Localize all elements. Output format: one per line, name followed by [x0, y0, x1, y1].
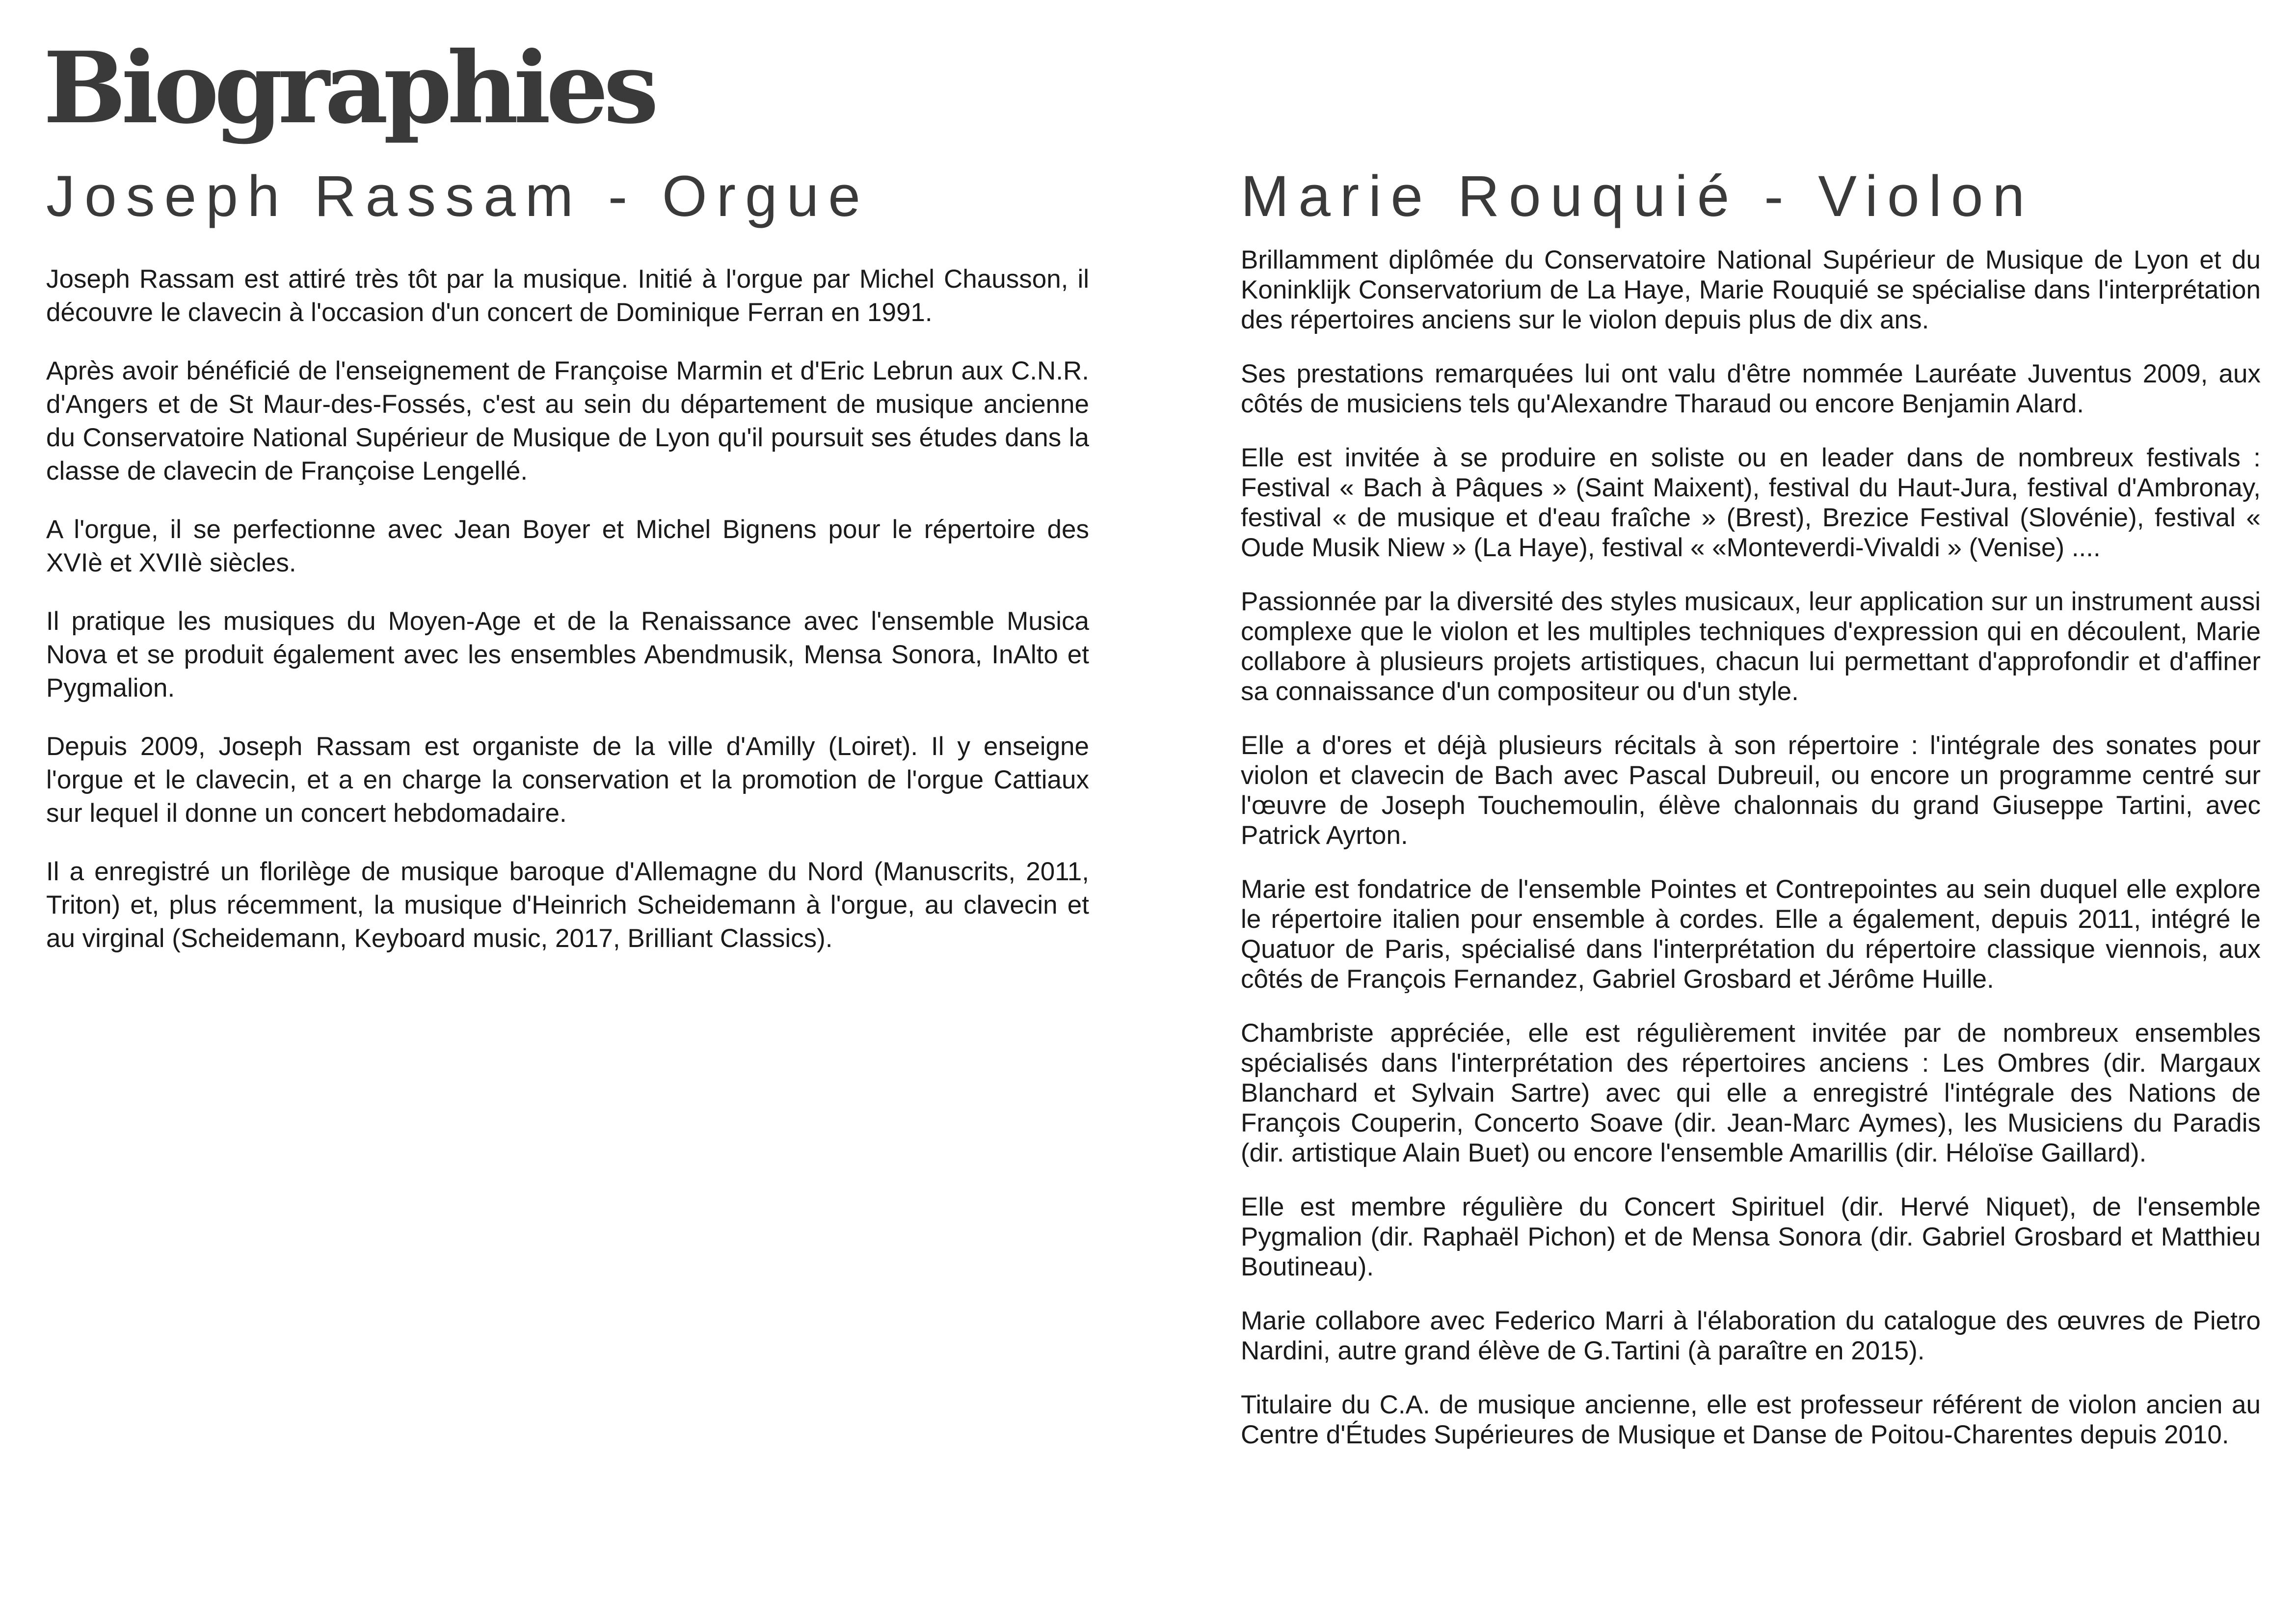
bio-paragraph: Passionnée par la diversité des styles musicaux, leur application sur un instrument aussi complexe que le violon et les multiples techniques d'expression qui en découlent, Marie collabore à plusieurs projets artistiques, chacun lui permettant d'approfondir et d'affiner sa connaissance d'un compositeur ou d'un style. [1241, 587, 2261, 706]
bio-paragraph: Chambriste appréciée, elle est régulièrement invitée par de nombreux ensembles spécialisés dans l'interprétation des répertoires anciens : Les Ombres (dir. Margaux Blanchard et Sylvain Sartre) avec qui elle a enregistré l'intégrale des Nations de François Couperin, Concerto Soave (dir. Jean-Marc Aymes), les Musiciens du Paradis (dir. artistique Alain Buet) ou encore l'ensemble Amarillis (dir. Héloïse Gaillard). [1241, 1019, 2261, 1167]
bio-paragraph: Marie est fondatrice de l'ensemble Pointes et Contrepointes au sein duquel elle explore le répertoire italien pour ensemble à cordes. Elle a également, depuis 2011, intégré le Quatuor de Paris, spécialisé dans l'interprétation du répertoire classique viennois, aux côtés de François Fernandez, Gabriel Grosbard et Jérôme Huille. [1241, 875, 2261, 994]
bio-paragraph: A l'orgue, il se perfectionne avec Jean Boyer et Michel Bignens pour le répertoire des XVIè et XVIIè siècles. [46, 515, 1089, 577]
bio-paragraph: Marie collabore avec Federico Marri à l'élaboration du catalogue des œuvres de Pietro Nardini, autre grand élève de G.Tartini (à paraître en 2015). [1241, 1306, 2261, 1365]
bio-paragraph: Brillamment diplômée du Conservatoire National Supérieur de Musique de Lyon et du Koninklijk Conservatorium de La Haye, Marie Rouquié se spécialise dans l'interprétation des répertoires anciens sur le violon depuis plus de dix ans. [1241, 245, 2261, 334]
bio-text-marie-rouquie [1241, 245, 2261, 1450]
bio-paragraph: Elle a d'ores et déjà plusieurs récitals à son répertoire : l'intégrale des sonates pour violon et clavecin de Bach avec Pascal Dubreuil, ou encore un programme centré sur l'œuvre de Joseph Touchemoulin, élève chalonnais du grand Giuseppe Tartini, avec Patrick Ayrton. [1241, 731, 2261, 850]
bio-paragraph: Ses prestations remarquées lui ont valu d'être nommée Lauréate Juventus 2009, aux côtés de musiciens tels qu'Alexandre Tharaud ou encore Benjamin Alard. [1241, 359, 2261, 418]
bio-text-joseph-rassam [46, 263, 1089, 955]
bio-paragraph: Il a enregistré un florilège de musique baroque d'Allemagne du Nord (Manuscrits, 2011, Triton) et, plus récemment, la musique d'Heinrich Scheidemann à l'orgue, au clavecin et au virginal (Scheidemann, Keyboard music, 2017, Brilliant Classics). [46, 857, 1089, 953]
bio-paragraph: Titulaire du C.A. de musique ancienne, elle est professeur référent de violon ancien au Centre d'Études Supérieures de Musique et Danse de Poitou-Charentes depuis 2010. [1241, 1390, 2261, 1449]
bio-heading-marie-rouquie: Marie Rouquié - Violon [1241, 164, 2034, 229]
bio-paragraph: Joseph Rassam est attiré très tôt par la musique. Initié à l'orgue par Michel Chausson, il découvre le clavecin à l'occasion d'un concert de Dominique Ferran en 1991. [46, 265, 1089, 327]
bio-paragraph: Il pratique les musiques du Moyen-Age et de la Renaissance avec l'ensemble Musica Nova et se produit également avec les ensembles Abendmusik, Mensa Sonora, InAlto et Pygmalion. [46, 607, 1089, 703]
bio-paragraph: Depuis 2009, Joseph Rassam est organiste de la ville d'Amilly (Loiret). Il y enseigne l'orgue et le clavecin, et a en charge la conservation et la promotion de l'orgue Cattiaux sur lequel il donne un concert hebdomadaire. [46, 732, 1089, 828]
page-title: Biographies [43, 30, 654, 146]
bio-paragraph: Elle est invitée à se produire en soliste ou en leader dans de nombreux festivals : Festival « Bach à Pâques » (Saint Maixent), festival du Haut-Jura, festival d'Ambronay, festival « de musique et d'eau fraîche » (Brest), Brezice Festival (Slovénie), festival « Oude Musik Niew » (La Haye), festival « «Monteverdi-Vivaldi » (Venise) .... [1241, 443, 2261, 562]
bio-column-joseph-rassam [46, 164, 1089, 980]
bio-paragraph: Elle est membre régulière du Concert Spirituel (dir. Hervé Niquet), de l'ensemble Pygmalion (dir. Raphaël Pichon) et de Mensa Sonora (dir. Gabriel Grosbard et Matthieu Boutineau). [1241, 1192, 2261, 1281]
bio-column-marie-rouquie [1241, 164, 2261, 1474]
bio-heading-joseph-rassam: Joseph Rassam - Orgue [46, 164, 870, 229]
bio-paragraph: Après avoir bénéficié de l'enseignement de Françoise Marmin et d'Eric Lebrun aux C.N.R. d'Angers et de St Maur-des-Fossés, c'est au sein du département de musique ancienne du Conservatoire National Supérieur de Musique de Lyon qu'il poursuit ses études dans la classe de clavecin de Françoise Lengellé. [46, 356, 1089, 486]
